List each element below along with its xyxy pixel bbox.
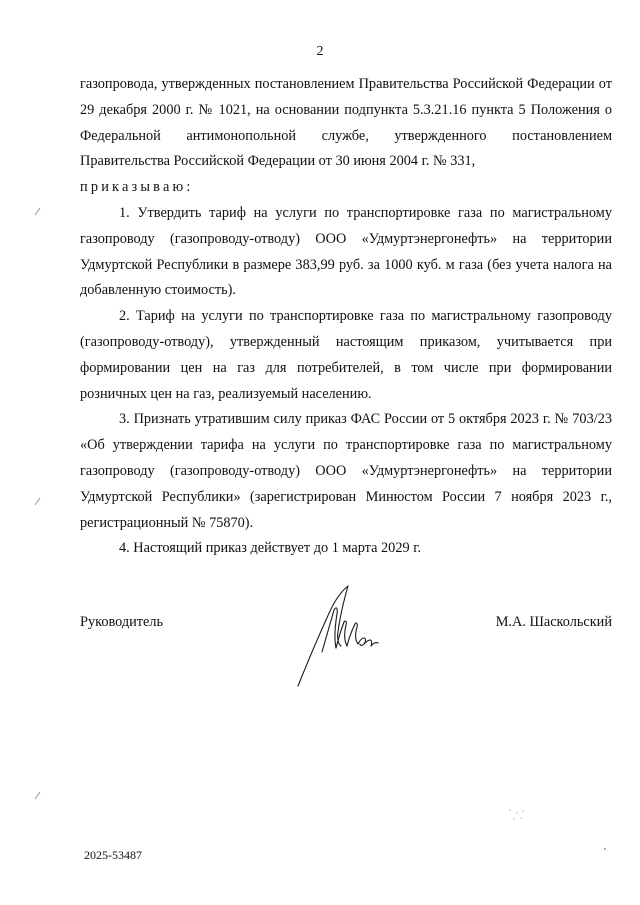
preamble-text: газопровода, утвержденных постановлением Правительства Российской Федерации от 29 декабря 2000 г. № 1021, на основании подпункта 5.3.21.16 пункта 5 Положения о Федеральной антимонопольной службе, утвержденного постановлением Правительства Российской Федерации от 30 июня 2004 г. № 331, [80, 76, 612, 170]
scan-mark [34, 206, 42, 216]
document-body [80, 72, 612, 562]
signature-name: М.А. Шаскольский [495, 614, 612, 630]
item-4: 4. Настоящий приказ действует до 1 марта 2029 г. [119, 540, 422, 557]
page-number: 2 [316, 44, 324, 59]
scan-mark [34, 790, 42, 800]
scan-mark [602, 846, 608, 852]
scan-mark [508, 808, 528, 822]
document-id: 2025-53487 [84, 848, 142, 862]
signature-role: Руководитель [80, 614, 164, 630]
item-2: 2. Тариф на услуги по транспортировке газа по магистральному газопроводу (газопроводу-отводу), утвержденный настоящим приказом, учитывается при формировании цен на газ для потребителей, в том числе при формировании розничных цен на газ, реализуемый населению. [80, 308, 612, 402]
handwritten-signature [292, 580, 382, 690]
preamble-paragraph [80, 72, 612, 175]
order-word [80, 175, 612, 201]
scan-mark [34, 496, 42, 506]
item-3: 3. Признать утратившим силу приказ ФАС России от 5 октября 2023 г. № 703/23 «Об утверждении тарифа на услуги по транспортировке газа по магистральному газопроводу (газопроводу-отводу) ООО «Удмуртэнергонефть» на территории Удмуртской Республики» (зарегистрирован Минюстом России 7 ноября 2023 г., регистрационный № 75870). [80, 411, 612, 531]
order-word-text: приказываю: [80, 179, 194, 196]
item-1: 1. Утвердить тариф на услуги по транспортировке газа по магистральному газопроводу (газопроводу-отводу) ООО «Удмуртэнергонефть» на территории Удмуртской Республики в размере 383,99 руб. за 1000 куб. м газа (без учета налога на добавленную стоимость). [80, 204, 612, 299]
